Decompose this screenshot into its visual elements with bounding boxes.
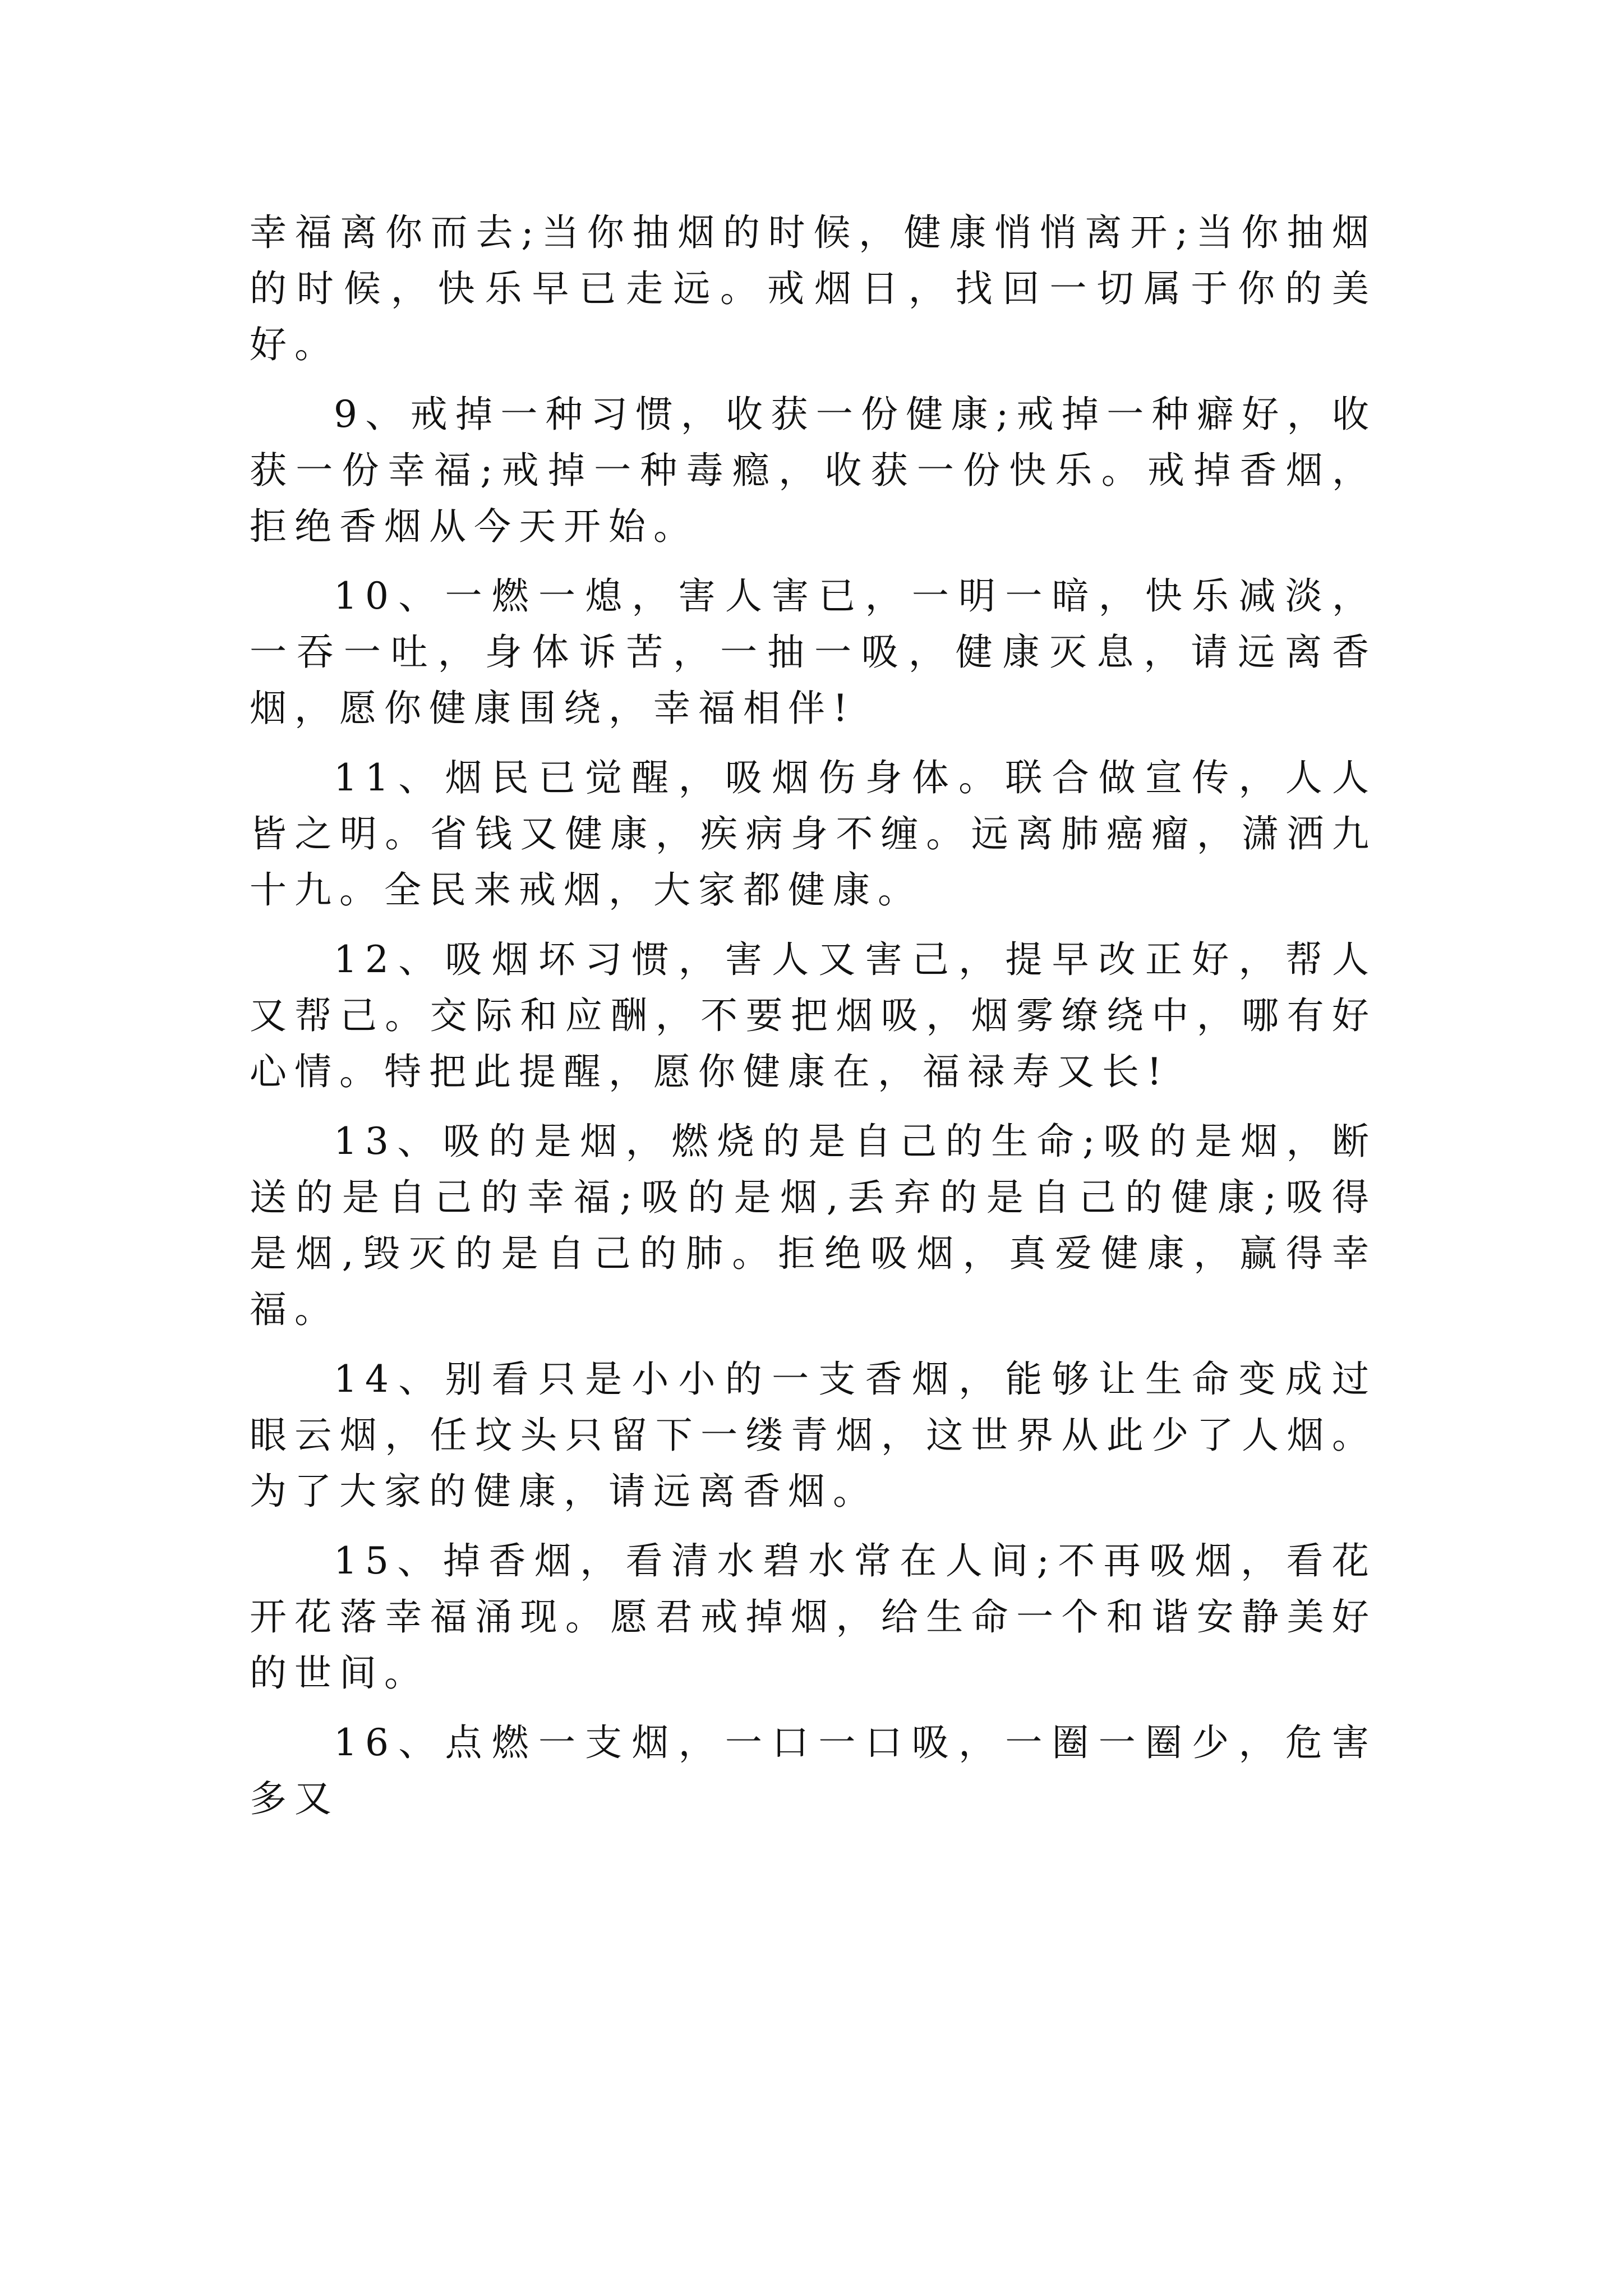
paragraph-item-15: 15、掉香烟，看清水碧水常在人间;不再吸烟，看花开花落幸福涌现。愿君戒掉烟，给生命一个和谐安静美好的世间。: [250, 1539, 1377, 1695]
paragraph-item-12: 12、吸烟坏习惯，害人又害己，提早改正好，帮人又帮己。交际和应酬，不要把烟吸，烟雾缭绕中，哪有好心情。特把此提醒，愿你健康在，福禄寿又长!: [250, 938, 1377, 1093]
paragraph-item-9: 9、戒掉一种习惯，收获一份健康;戒掉一种癖好，收获一份幸福;戒掉一种毒瘾，收获一份快乐。戒掉香烟，拒绝香烟从今天开始。: [250, 393, 1377, 548]
paragraph-continued: 幸福离你而去;当你抽烟的时候，健康悄悄离开;当你抽烟的时候，快乐早已走远。戒烟日，找回一切属于你的美好。: [250, 211, 1377, 366]
paragraph-item-14: 14、别看只是小小的一支香烟，能够让生命变成过眼云烟，任坟头只留下一缕青烟，这世界从此少了人烟。为了大家的健康，请远离香烟。: [250, 1358, 1377, 1513]
paragraph-item-13: 13、吸的是烟，燃烧的是自己的生命;吸的是烟，断送的是自己的幸福;吸的是烟,丢弃的是自己的健康;吸得是烟,毁灭的是自己的肺。拒绝吸烟，真爱健康，赢得幸福。: [250, 1120, 1377, 1331]
paragraph-item-10: 10、一燃一熄，害人害已，一明一暗，快乐减淡，一吞一吐，身体诉苦，一抽一吸，健康灭息，请远离香烟，愿你健康围绕，幸福相伴!: [250, 574, 1377, 730]
document-body: [250, 205, 1377, 1841]
paragraph-item-11: 11、烟民已觉醒，吸烟伤身体。联合做宣传，人人皆之明。省钱又健康，疾病身不缠。远离肺癌瘤，潇洒九十九。全民来戒烟，大家都健康。: [250, 756, 1377, 912]
paragraph-item-16: 16、点燃一支烟，一口一口吸，一圈一圈少，危害多又: [250, 1721, 1377, 1820]
